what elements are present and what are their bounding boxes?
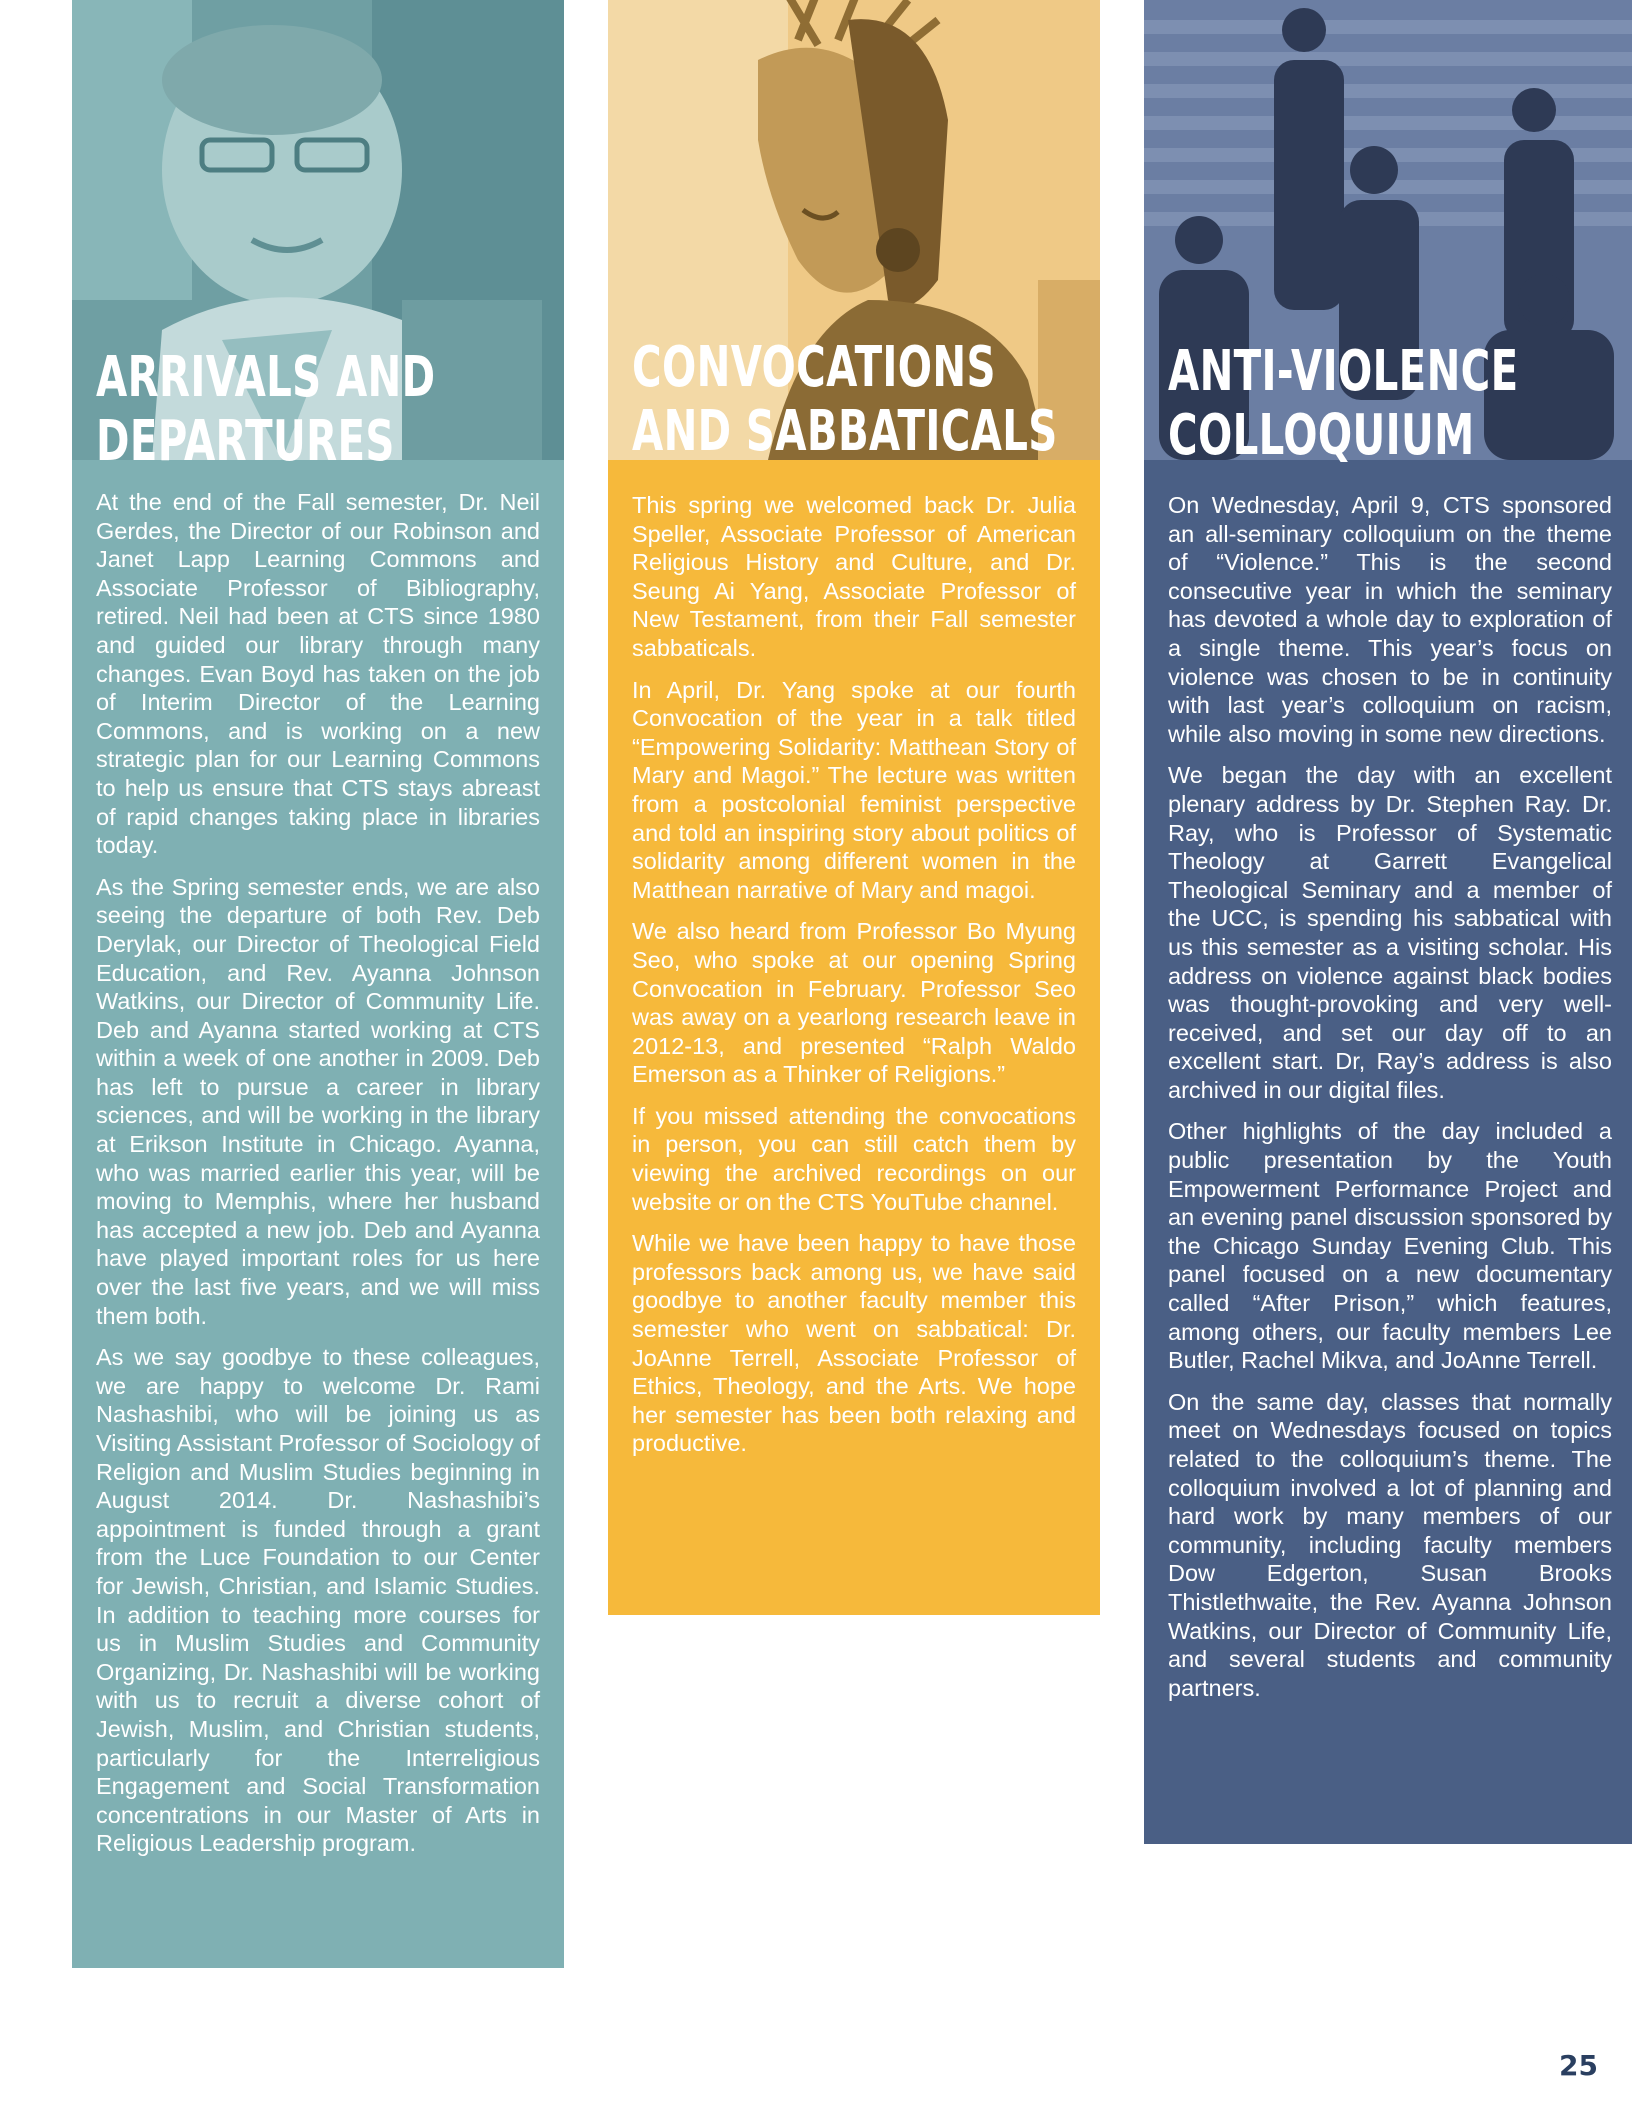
convocations-sabbaticals-column (608, 0, 1100, 1615)
section-body (632, 491, 1076, 1471)
body-paragraph: On Wednesday, April 9, CTS sponsored an all-seminary colloquium on the theme of “Violence.” This is the second consecutive year in which the seminary has devoted a whole day to exploration of a single theme. This year’s focus on violence was chosen to be in continuity with last year’s colloquium on racism, while also moving in some new directions. (1168, 492, 1612, 747)
body-paragraph: This spring we welcomed back Dr. Julia Speller, Associate Professor of American Religious History and Culture, and Dr. Seung Ai Yang, Associate Professor of New Testament, from their Fall semester sabbaticals. (632, 492, 1076, 661)
section-heading (1168, 340, 1629, 468)
anti-violence-colloquium-column (1144, 0, 1632, 1844)
body-paragraph: On the same day, classes that normally meet on Wednesdays focused on topics related to the colloquium’s theme. The colloquium involved a lot of planning and hard work by many members of our community, including faculty members Dow Edgerton, Susan Brooks Thistlethwaite, the Rev. Ayanna Johnson Watkins, our Director of Community Life, and several students and community partners. (1168, 1388, 1612, 1701)
body-paragraph: As we say goodbye to these colleagues, we are happy to welcome Dr. Rami Nashashibi, who will be joining us as Visiting Assistant Professor of Sociology of Religion and Muslim Studies beginning in August 2014. Dr. Nashashibi’s appointment is funded through a grant from the Luce Foundation to our Center for Jewish, Christian, and Islamic Studies. In addition to teaching more courses for us in Muslim Studies and Community Organizing, Dr. Nashashibi will be working with us to recruit a diverse cohort of Jewish, Muslim, and Christian students, particularly for the Interreligious Engagement and Social Transformation concentrations in our Master of Arts in Religious Leadership program. (96, 1344, 540, 1857)
body-paragraph: In April, Dr. Yang spoke at our fourth Convocation of the year in a talk titled “Empowering Solidarity: Matthean Story of Mary and Magoi.” The lecture was written from a postcolonial feminist perspective and told an inspiring story about politics of solidarity among different women in the Matthean narrative of Mary and magoi. (632, 676, 1076, 903)
body-paragraph: As the Spring semester ends, we are also seeing the departure of both Rev. Deb Derylak, our Director of Theological Field Education, and Rev. Ayanna Johnson Watkins, our Director of Community Life. Deb and Ayanna started working at CTS within a week of one another in 2009. Deb has left to pursue a career in library sciences, and will be working in the library at Erikson Institute in Chicago. Ayanna, who was married earlier this year, will be moving to Memphis, where her husband has accepted a new job. Deb and Ayanna have played important roles for us here over the last five years, and we will miss them both. (96, 873, 540, 1329)
heading-line-1: ARRIVALS AND (96, 345, 436, 410)
section-heading (96, 346, 557, 474)
body-paragraph: At the end of the Fall semester, Dr. Neil Gerdes, the Director of our Robinson and Janet Lapp Learning Commons and Associate Professor of Bibliography, retired. Neil had been at CTS since 1980 and guided our library through many changes. Evan Boyd has taken on the job of Interim Director of the Learning Commons, and is working on a new strategic plan for our Learning Commons to help us ensure that CTS stays abreast of rapid changes taking place in libraries today. (96, 489, 540, 859)
heading-line-2: DEPARTURES (96, 409, 395, 474)
arrivals-departures-column (72, 0, 564, 1968)
section-body (1168, 491, 1612, 1715)
heading-line-1: ANTI-VIOLENCE (1168, 339, 1519, 404)
body-paragraph: Other highlights of the day included a public presentation by the Youth Empowerment Performance Project and an evening panel discussion sponsored by the Chicago Sunday Evening Club. This panel focused on a new documentary called “After Prison,” which features, among others, our faculty members Lee Butler, Rachel Mikva, and JoAnne Terrell. (1168, 1118, 1612, 1374)
section-body (96, 488, 540, 1871)
section-heading (632, 336, 1093, 464)
body-paragraph: If you missed attending the convocations in person, you can still catch them by viewing the archived recordings on our website or on the CTS YouTube channel. (632, 1102, 1076, 1215)
body-paragraph: We also heard from Professor Bo Myung Seo, who spoke at our opening Spring Convocation in February. Professor Seo was away on a yearlong research leave in 2012-13, and presented “Ralph Waldo Emerson as a Thinker of Religions.” (632, 918, 1076, 1088)
heading-line-1: CONVOCATIONS (632, 335, 996, 400)
heading-line-2: AND SABBATICALS (632, 399, 1058, 464)
body-paragraph: We began the day with an excellent plenary address by Dr. Stephen Ray. Dr. Ray, who is Professor of Systematic Theology at Garrett Evangelical Theological Seminary and a member of the UCC, is spending his sabbatical with us this semester as a visiting scholar. His address on violence against black bodies was thought-provoking and very well-received, and set our day off to an excellent start. Dr, Ray’s address is also archived in our digital files. (1168, 762, 1612, 1103)
body-paragraph: While we have been happy to have those professors back among us, we have said goodbye to another faculty member this semester who went on sabbatical: Dr. JoAnne Terrell, Associate Professor of Ethics, Theology, and the Arts. We hope her semester has been both relaxing and productive. (632, 1230, 1076, 1457)
page-number: 25 (1559, 2049, 1598, 2082)
heading-line-2: COLLOQUIUM (1168, 403, 1475, 468)
